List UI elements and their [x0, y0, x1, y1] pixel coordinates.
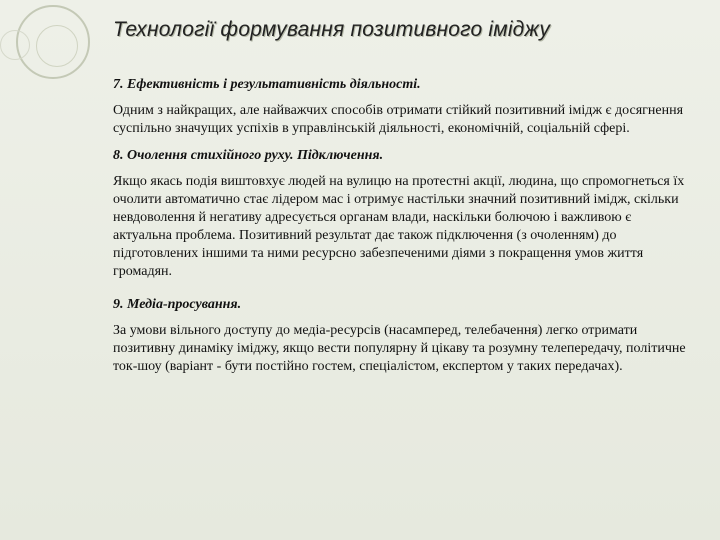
section-paragraph: За умови вільного доступу до медіа-ресурсів (насамперед, телебачення) легко отримати позитивну динаміку іміджу, якщо вести популярну й цікаву та розумну телепередачу, політичне ток-шоу (варіант - бути постійно гостем, спеціалістом, експертом у таких передачах). — [113, 323, 686, 374]
section-paragraph: Одним з найкращих, але найважчих способів отримати стійкий позитивний імідж є досягнення суспільно значущих успіхів в управлінській діяльності, економічній, соціальній сфері. — [113, 103, 684, 136]
slide-title: Технології формування позитивного іміджу — [113, 18, 551, 41]
decorative-circle — [36, 25, 78, 67]
section-heading: 7. Ефективність і результативність діяльності. — [113, 77, 421, 92]
section-heading: 9. Медіа-просування. — [113, 297, 242, 312]
slide-content — [113, 76, 688, 385]
decorative-circle — [0, 30, 30, 60]
section-heading: 8. Очолення стихійного руху. Підключення. — [113, 148, 384, 163]
section-paragraph: Якщо якась подія виштовхує людей на вулицю на протестні акції, людина, що спромогнеться їх очолити автоматично стає лідером мас і отримує настільки значний позитивний імідж, скільки невдоволення й негативу адресується органам влади, наскільки болючою і важливою є актуальна проблема. Позитивний результат дає також підключення (з очоленням) до підготовлених іншими та ними ресурсно забезпеченими діями з покращення умов життя громадян. — [113, 174, 685, 279]
